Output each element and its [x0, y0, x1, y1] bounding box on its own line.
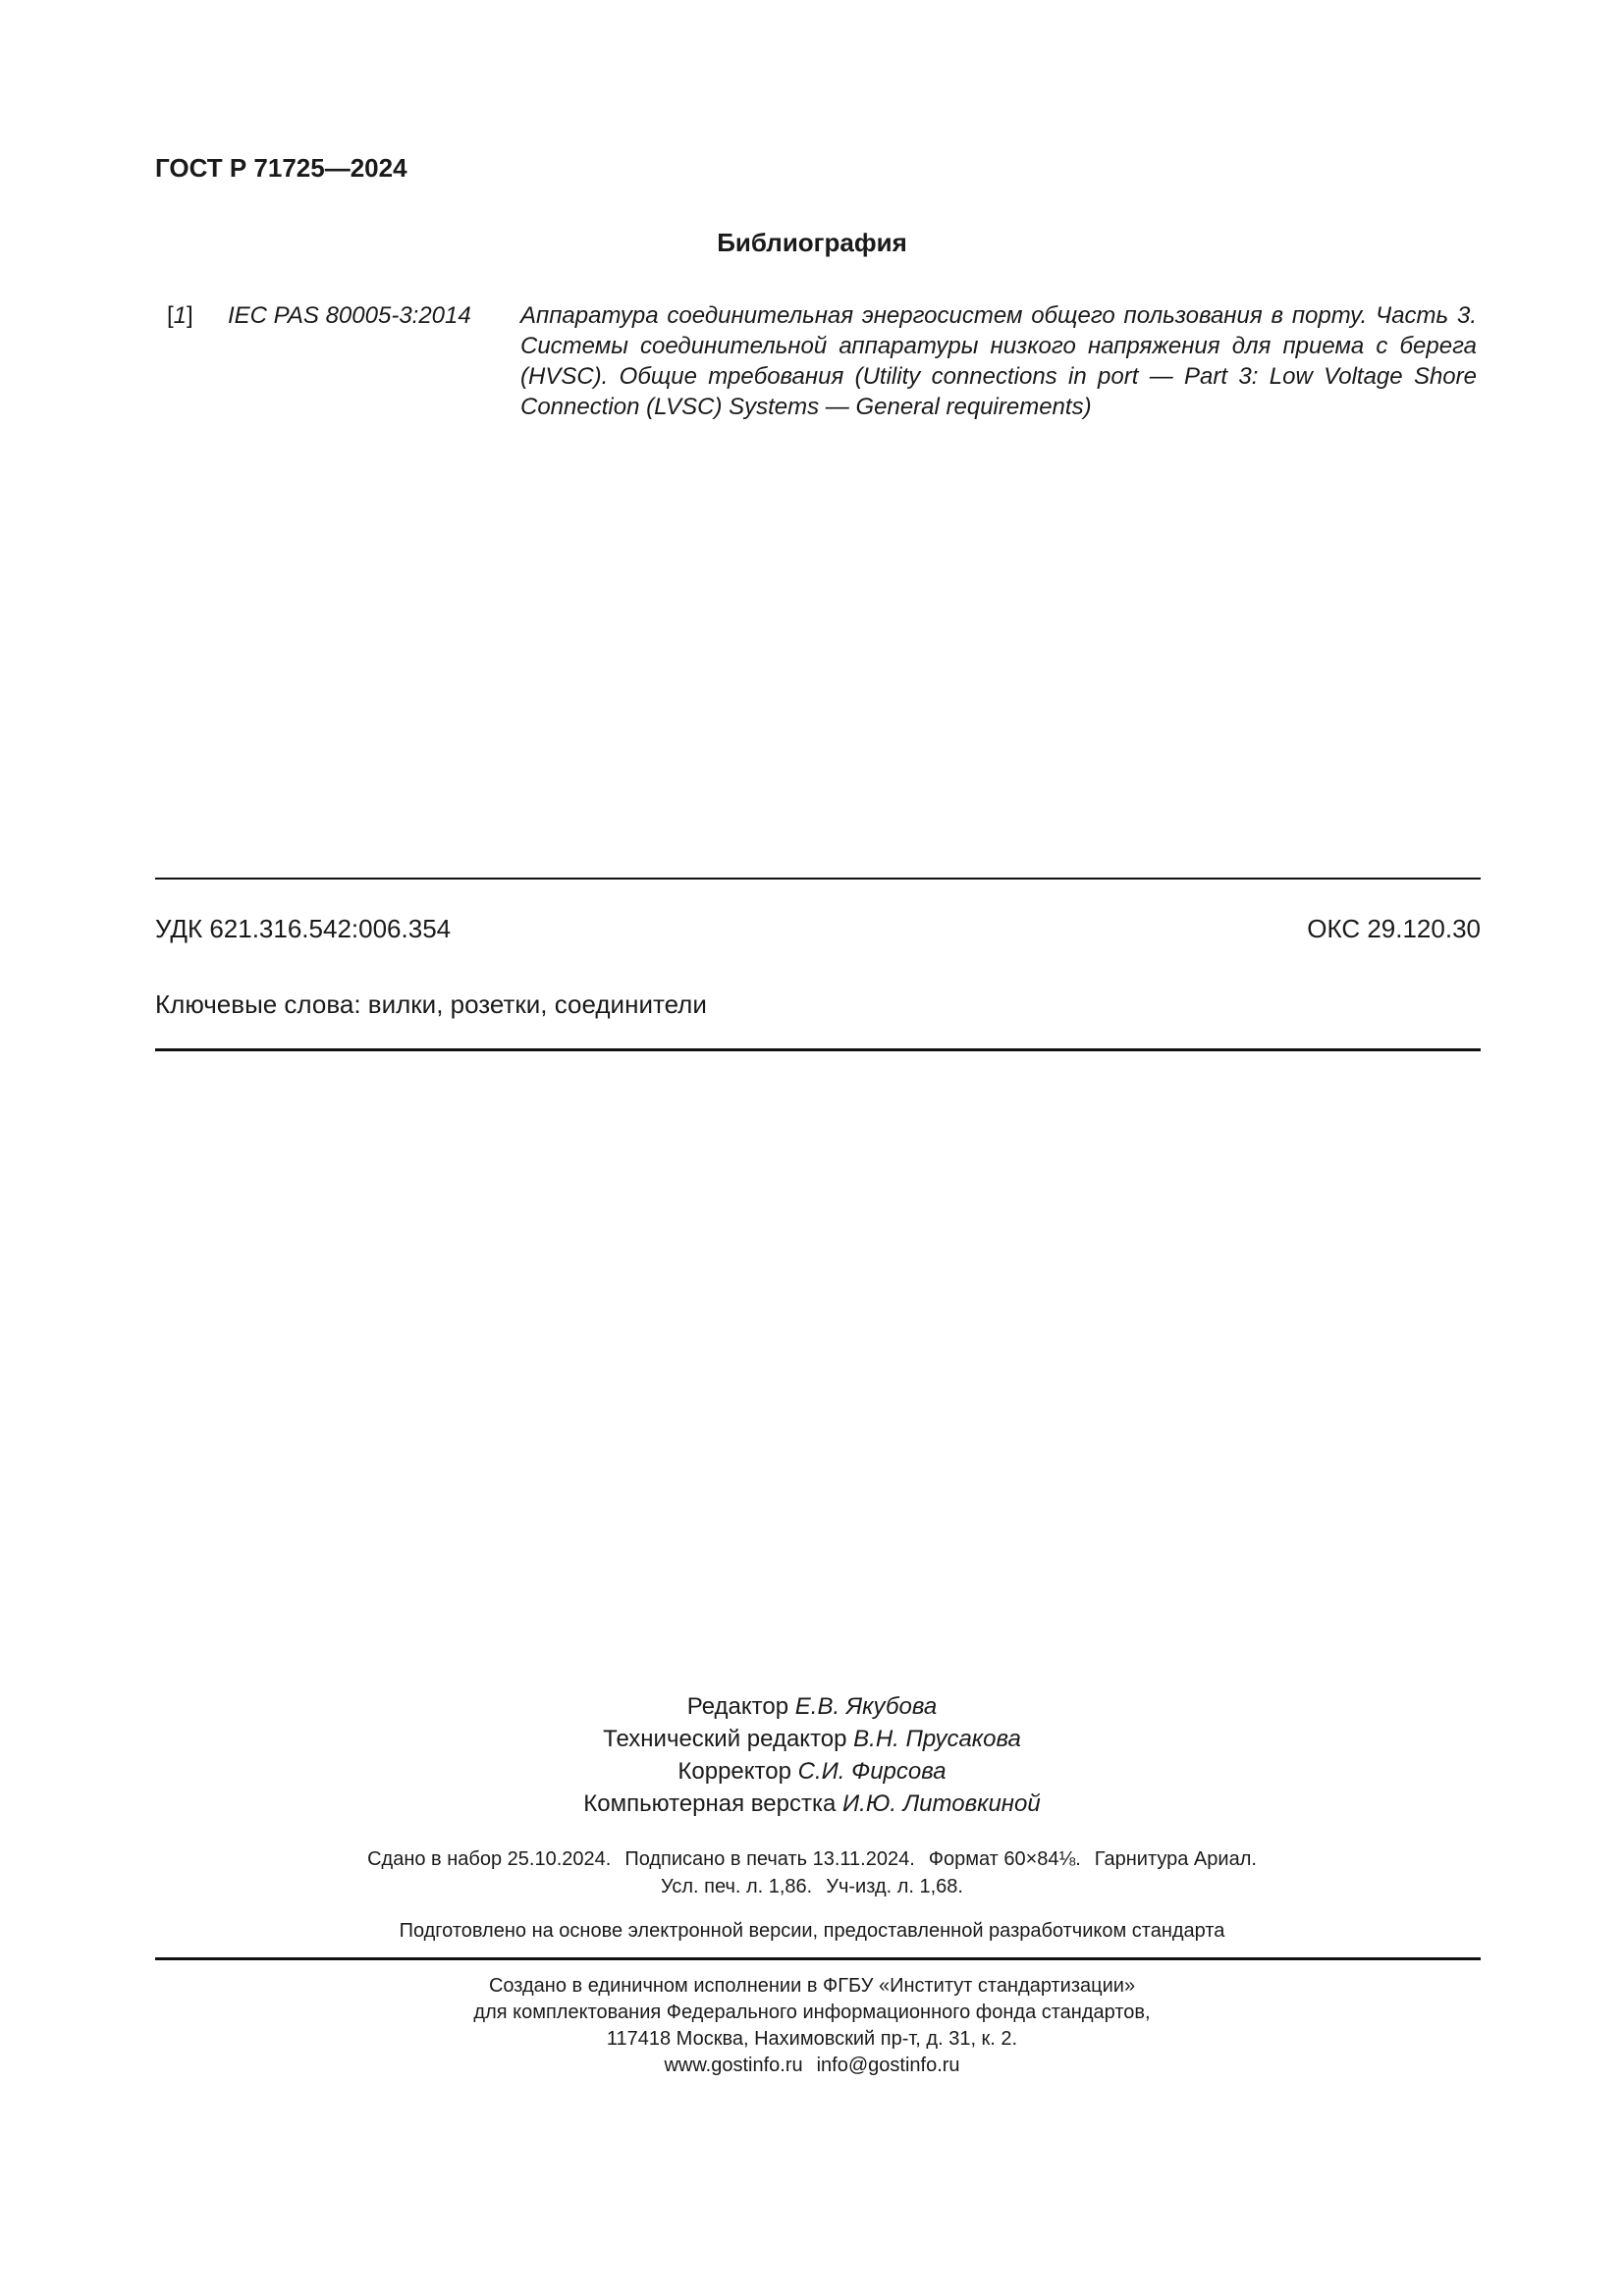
credit-proofreader: Корректор С.И. Фирсова	[677, 1758, 947, 1785]
bibliography-entry-description: Аппаратура соединительная энергосистем общего пользования в порту. Часть 3. Системы соединительной аппаратуры низкого напряжения для приема с берега (HVSC). Общие требования (Utility connections in port — Part 3: Low Voltage Shore Connection (LVSC) Systems — General requirements)	[520, 302, 1477, 420]
keywords: Ключевые слова: вилки, розетки, соединители	[155, 989, 707, 1019]
publisher-line-1: Создано в единичном исполнении в ФГБУ «Институт стандартизации»	[488, 1975, 1136, 1997]
divider-top	[155, 878, 1481, 880]
divider-middle	[155, 1048, 1481, 1051]
divider-bottom	[155, 1957, 1481, 1960]
credit-editor: Редактор Е.В. Якубова	[686, 1693, 938, 1720]
publisher-line-2: для комплектования Федерального информационного фонда стандартов,	[473, 2002, 1151, 2023]
print-info-line-2: Усл. печ. л. 1,86. Уч-изд. л. 1,68.	[661, 1876, 963, 1897]
print-info-line-1: Сдано в набор 25.10.2024. Подписано в печать 13.11.2024. Формат 60×84⅛. Гарнитура Ариал.	[367, 1848, 1257, 1870]
udk-code: УДК 621.316.542:006.354	[155, 914, 452, 943]
publisher-address: 117418 Москва, Нахимовский пр-т, д. 31, к. 2.	[606, 2028, 1018, 2050]
oks-code: ОКС 29.120.30	[1307, 914, 1481, 943]
website-link[interactable]: www.gostinfo.ru	[664, 2055, 803, 2076]
bibliography-entry-reference: IEC PAS 80005-3:2014	[228, 302, 471, 329]
bibliography-title: Библиография	[717, 228, 907, 257]
entry-index: 1	[173, 302, 188, 329]
publisher-contacts	[0, 2053, 1624, 2079]
publisher-block	[0, 1973, 1624, 2079]
bracket-close: ]	[187, 302, 193, 329]
prepared-note: Подготовлено на основе электронной версии, предоставленной разработчиком стандарта	[399, 1920, 1225, 1942]
credit-layout: Компьютерная верстка И.Ю. Литовкиной	[583, 1790, 1041, 1817]
bibliography-entry-number	[167, 300, 193, 331]
standard-number: ГОСТ Р 71725—2024	[155, 153, 407, 183]
print-info	[0, 1845, 1624, 1900]
bracket-open: [	[167, 302, 174, 329]
credits-block	[0, 1690, 1624, 1820]
email-link[interactable]: info@gostinfo.ru	[816, 2055, 960, 2076]
credit-technical-editor: Технический редактор В.Н. Прусакова	[603, 1726, 1021, 1752]
